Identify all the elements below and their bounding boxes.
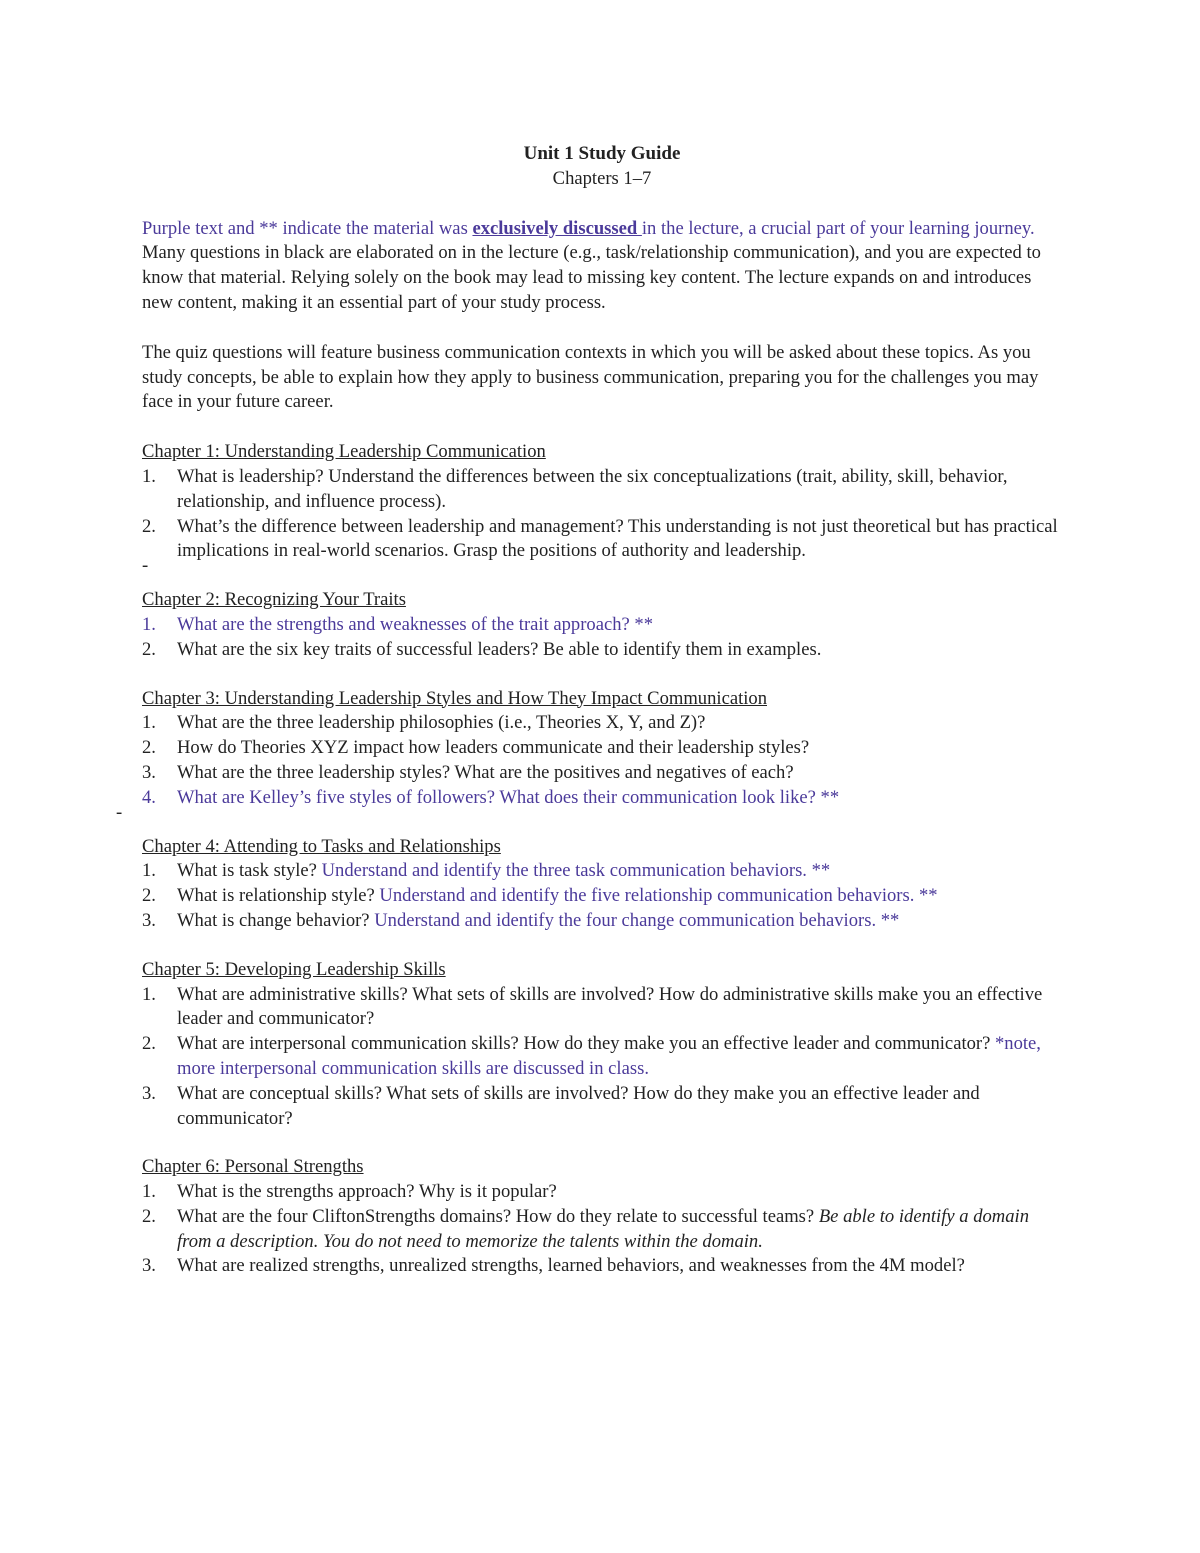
intro-paragraph-1 [142, 217, 1062, 316]
list-item [142, 1205, 1062, 1255]
item-text: What are interpersonal communication skills? How do they make you an effective leader and communicator? [177, 1033, 995, 1055]
item-number: 1. [142, 860, 156, 882]
chapter-1-heading: Chapter 1: Understanding Leadership Communication [142, 441, 546, 463]
list-item [142, 1082, 1062, 1132]
item-text: What are the three leadership philosophies (i.e., Theories X, Y, and Z)? [177, 712, 706, 734]
intro-purple-text-2: in the lecture, a crucial part of your learning journey. [641, 217, 1035, 239]
item-number: 3. [142, 909, 156, 931]
intro-black-text: Many questions in black are elaborated on in the lecture (e.g., task/relationship communication), and you are expected to know that material. Relying solely on the book may lead to missing key content. The lecture expands on and introduces new content, making it an essential part of your study process. [142, 242, 1041, 313]
chapter-3-list [142, 711, 1062, 810]
item-number: 3. [142, 761, 156, 783]
list-item [142, 884, 1062, 909]
item-lecture-text: Understand and identify the five relationship communication behaviors. ** [379, 885, 938, 907]
intro-emphasis: exclusively discussed [472, 217, 642, 239]
item-text: What are the four CliftonStrengths domains? How do they relate to successful teams? [177, 1205, 819, 1227]
item-text: What is relationship style? [177, 885, 380, 907]
item-text: What is task style? [177, 860, 322, 882]
chapter-4-list [142, 859, 1062, 933]
chapter-3-heading: Chapter 3: Understanding Leadership Styles and How They Impact Communication [142, 687, 767, 709]
item-text: What is change behavior? [177, 909, 375, 931]
chapter-4-section [142, 835, 1062, 934]
item-text: What is the strengths approach? Why is it popular? [177, 1181, 557, 1203]
item-number: 2. [142, 885, 156, 907]
item-text: What are realized strengths, unrealized strengths, learned behaviors, and weaknesses from the 4M model? [177, 1255, 965, 1277]
list-item [142, 465, 1062, 515]
item-number: 2. [142, 1033, 156, 1055]
item-number: 2. [142, 515, 156, 537]
list-item [142, 983, 1062, 1033]
item-lecture-text: *note, more interpersonal communication skills are discussed in class. [177, 1033, 1041, 1079]
item-text: What are the three leadership styles? What are the positives and negatives of each? [177, 761, 794, 783]
document-page [116, 140, 1062, 1279]
item-text: What are Kelley’s five styles of followers? What does their communication look like? ** [177, 786, 840, 808]
list-item [142, 711, 1062, 736]
dash-text: - [116, 801, 123, 823]
list-item [142, 909, 1062, 934]
chapter-4-heading: Chapter 4: Attending to Tasks and Relationships [142, 835, 501, 857]
item-number: 4. [142, 786, 156, 808]
list-item [142, 859, 1062, 884]
list-item [142, 1254, 1062, 1279]
separator-dash [116, 801, 1062, 835]
item-italic-text: Be able to identify a domain from a description. You do not need to memorize the talents within the domain. [177, 1205, 1029, 1252]
chapter-6-list [142, 1180, 1062, 1279]
list-item [142, 736, 1062, 761]
item-number: 1. [142, 983, 156, 1005]
item-number: 2. [142, 1205, 156, 1227]
item-number: 2. [142, 737, 156, 759]
item-lecture-text: Understand and identify the three task communication behaviors. ** [321, 860, 831, 882]
item-lecture-text: Understand and identify the four change communication behaviors. ** [374, 909, 900, 931]
list-item [142, 638, 1062, 663]
item-number: 1. [142, 613, 156, 635]
item-number: 1. [142, 465, 156, 487]
item-text: What are conceptual skills? What sets of skills are involved? How do they make you an effective leader and communicator? [177, 1082, 980, 1129]
chapter-2-section [142, 588, 1062, 662]
list-item [142, 786, 1062, 811]
list-item [142, 1032, 1062, 1082]
list-item [142, 515, 1062, 565]
item-number: 3. [142, 1255, 156, 1277]
document-title: Unit 1 Study Guide [523, 143, 681, 164]
chapter-1-list [142, 465, 1062, 564]
chapter-5-list [142, 983, 1062, 1132]
chapter-6-heading: Chapter 6: Personal Strengths [142, 1156, 364, 1178]
list-item [142, 761, 1062, 786]
item-number: 2. [142, 638, 156, 660]
list-item [142, 613, 1062, 638]
list-item [142, 1180, 1062, 1205]
item-text: What’s the difference between leadership and management? This understanding is not just theoretical but has practical implications in real-world scenarios. Grasp the positions of authority and leadership. [177, 515, 1058, 562]
chapter-2-list [142, 613, 1062, 663]
intro-purple-text: Purple text and ** indicate the material was [142, 217, 473, 239]
document-subtitle: Chapters 1–7 [552, 167, 652, 189]
item-text: What are the strengths and weaknesses of the trait approach? ** [177, 613, 654, 635]
item-text: What are the six key traits of successful leaders? Be able to identify them in examples. [177, 638, 822, 660]
chapter-1-section [142, 440, 1062, 564]
item-number: 1. [142, 712, 156, 734]
chapter-6-section [142, 1155, 1062, 1279]
dash-text: - [142, 555, 149, 577]
chapter-5-section [142, 958, 1062, 1132]
item-number: 1. [142, 1181, 156, 1203]
intro-paragraph-2: The quiz questions will feature business communication contexts in which you will be asked about these topics. As you study concepts, be able to explain how they apply to business communication, preparing you for the challenges you may face in your future career. [142, 341, 1039, 413]
separator-dash [142, 555, 1062, 588]
chapter-3-section [142, 687, 1062, 811]
item-text: How do Theories XYZ impact how leaders communicate and their leadership styles? [177, 737, 810, 759]
item-number: 3. [142, 1082, 156, 1104]
item-text: What is leadership? Understand the differences between the six conceptualizations (trait, ability, skill, behavior, relationship, and influence process). [177, 465, 1008, 512]
chapter-2-heading: Chapter 2: Recognizing Your Traits [142, 589, 406, 611]
chapter-5-heading: Chapter 5: Developing Leadership Skills [142, 958, 446, 980]
item-text: What are administrative skills? What sets of skills are involved? How do administrative skills make you an effective leader and communicator? [177, 983, 1043, 1030]
